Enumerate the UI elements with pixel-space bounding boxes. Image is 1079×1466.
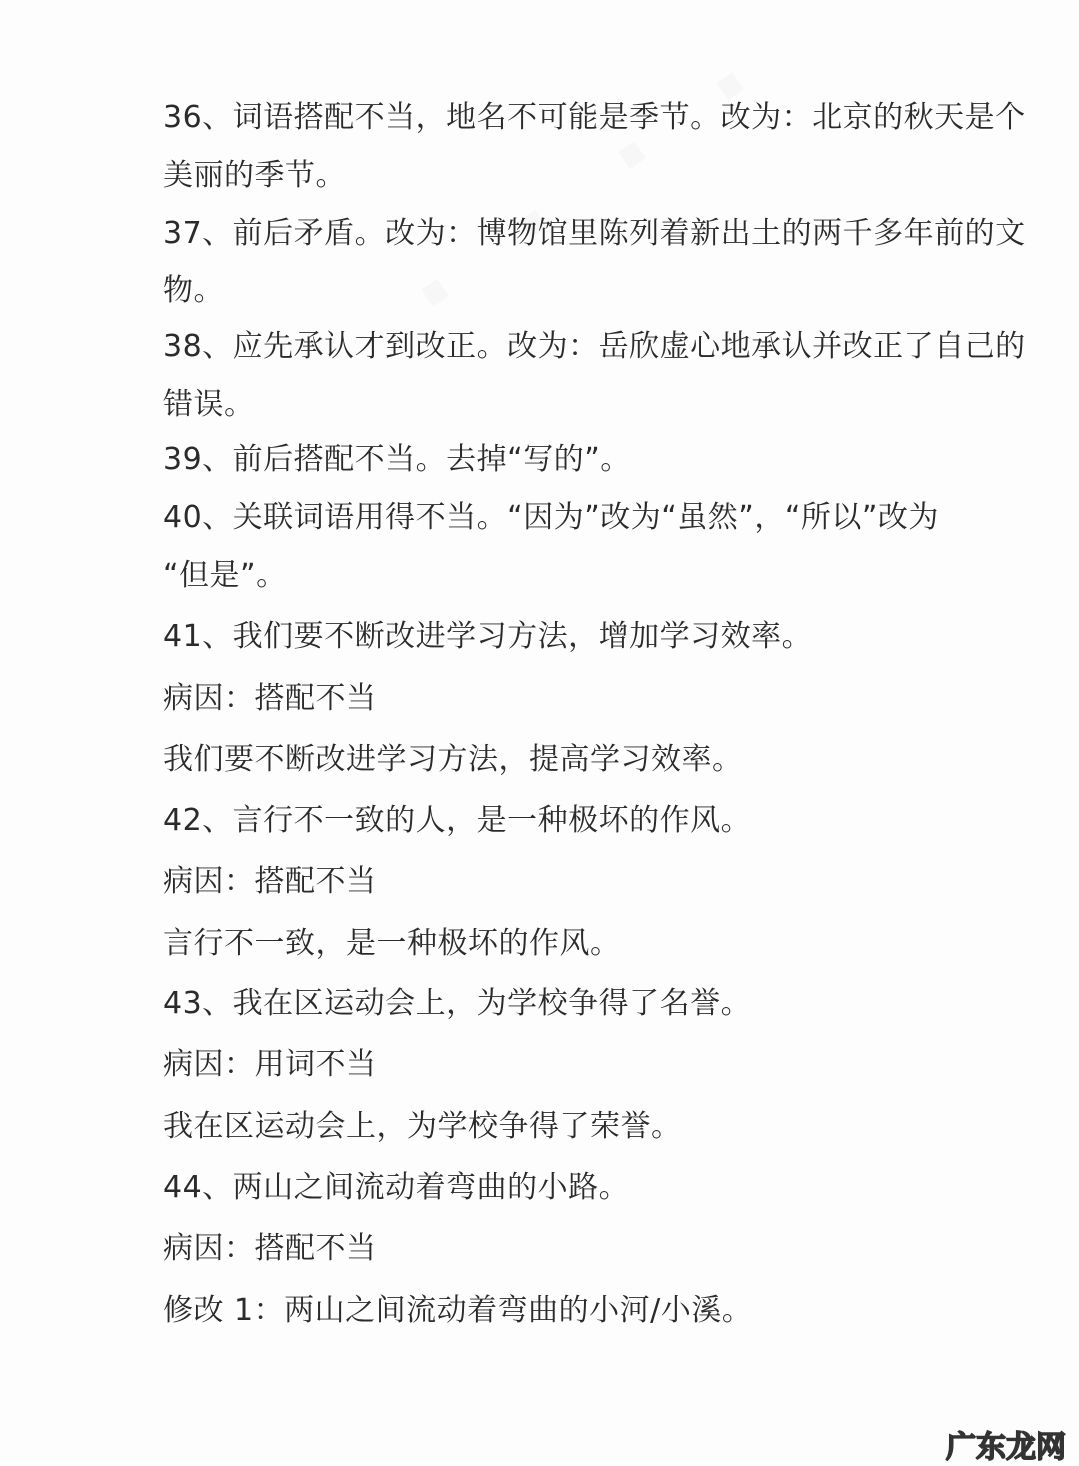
text-line: “但是”。 bbox=[163, 558, 287, 593]
text-line: 我们要不断改进学习方法，提高学习效率。 bbox=[163, 742, 743, 777]
text-line: 43、我在区运动会上，为学校争得了名誉。 bbox=[163, 986, 752, 1021]
text-line: 41、我们要不断改进学习方法，增加学习效率。 bbox=[163, 619, 813, 654]
text-line: 42、言行不一致的人，是一种极坏的作风。 bbox=[163, 803, 752, 838]
text-line: 我在区运动会上，为学校争得了荣誉。 bbox=[163, 1109, 682, 1144]
text-line: 38、应先承认才到改正。改为：岳欣虚心地承认并改正了自己的 bbox=[163, 329, 1026, 364]
text-line: 物。 bbox=[163, 273, 224, 308]
text-line: 36、词语搭配不当，地名不可能是季节。改为：北京的秋天是个 bbox=[163, 100, 1026, 135]
site-watermark-logo: 广东龙网 bbox=[946, 1430, 1066, 1465]
text-line: 美丽的季节。 bbox=[163, 158, 346, 193]
text-line: 病因：搭配不当 bbox=[163, 1231, 377, 1266]
watermark-pattern bbox=[381, 11, 800, 358]
text-line: 40、关联词语用得不当。“因为”改为“虽然”，“所以”改为 bbox=[163, 500, 939, 535]
text-line: 修改 1：两山之间流动着弯曲的小河/小溪。 bbox=[163, 1293, 753, 1328]
text-line: 37、前后矛盾。改为：博物馆里陈列着新出土的两千多年前的文 bbox=[163, 216, 1026, 251]
text-line: 39、前后搭配不当。去掉“写的”。 bbox=[163, 442, 631, 477]
text-line: 病因：搭配不当 bbox=[163, 864, 377, 899]
text-line: 言行不一致，是一种极坏的作风。 bbox=[163, 926, 621, 961]
text-line: 病因：用词不当 bbox=[163, 1047, 377, 1082]
text-line: 44、两山之间流动着弯曲的小路。 bbox=[163, 1170, 630, 1205]
text-line: 病因：搭配不当 bbox=[163, 681, 377, 716]
text-line: 错误。 bbox=[163, 387, 255, 422]
